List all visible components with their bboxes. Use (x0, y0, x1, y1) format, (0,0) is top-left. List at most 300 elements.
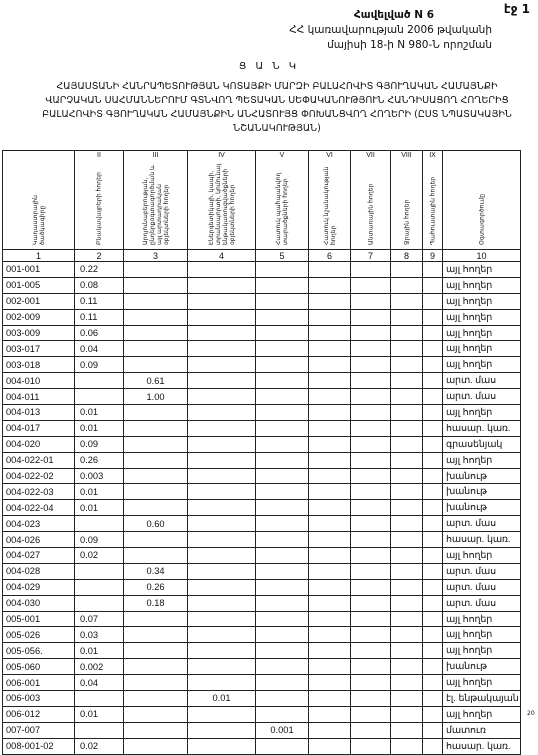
cadastral-code-cell: 003-018 (3, 357, 75, 373)
industrial-area-cell (124, 675, 188, 691)
protected-area-cell (256, 468, 309, 484)
column-number: 2 (75, 250, 124, 262)
reserve-area-cell (423, 532, 443, 548)
table-row (3, 484, 521, 500)
forest-area-cell (351, 389, 391, 405)
infrastructure-area-cell (188, 595, 256, 611)
reserve-area-cell (423, 309, 443, 325)
water-area-cell (391, 309, 423, 325)
usage-cell: արտ. մաս (443, 373, 521, 389)
water-area-cell (391, 595, 423, 611)
water-area-cell (391, 675, 423, 691)
header-forest-lands: VII Անտառային հողեր (351, 151, 391, 250)
special-area-cell (309, 579, 351, 595)
usage-cell: խանութ (443, 484, 521, 500)
water-area-cell (391, 293, 423, 309)
table-row (3, 548, 521, 564)
special-area-cell (309, 595, 351, 611)
industrial-area-cell (124, 405, 188, 421)
cadastral-code-cell: 004-026 (3, 532, 75, 548)
special-area-cell (309, 627, 351, 643)
usage-cell: խանութ (443, 659, 521, 675)
usage-cell: այլ հողեր (443, 309, 521, 325)
settlement-area-cell: 0.02 (75, 738, 124, 754)
industrial-area-cell (124, 436, 188, 452)
protected-area-cell (256, 420, 309, 436)
water-area-cell (391, 627, 423, 643)
table-row (3, 262, 521, 278)
column-number: 3 (124, 250, 188, 262)
industrial-area-cell: 0.60 (124, 516, 188, 532)
special-area-cell (309, 691, 351, 707)
reserve-area-cell (423, 579, 443, 595)
infrastructure-area-cell (188, 373, 256, 389)
cadastral-code-cell: 006-012 (3, 706, 75, 722)
industrial-area-cell: 0.18 (124, 595, 188, 611)
table-row (3, 627, 521, 643)
settlement-area-cell (75, 563, 124, 579)
forest-area-cell (351, 548, 391, 564)
protected-area-cell (256, 516, 309, 532)
industrial-area-cell (124, 532, 188, 548)
usage-cell: այլ հողեր (443, 325, 521, 341)
industrial-area-cell (124, 722, 188, 738)
forest-area-cell (351, 420, 391, 436)
table-row (3, 595, 521, 611)
industrial-area-cell (124, 262, 188, 278)
industrial-area-cell (124, 452, 188, 468)
infrastructure-area-cell (188, 452, 256, 468)
protected-area-cell (256, 357, 309, 373)
special-area-cell (309, 262, 351, 278)
header-protected-lands: V Հատուկ պահպանվող տարածքների հողեր (256, 151, 309, 250)
column-number: 4 (188, 250, 256, 262)
cadastral-code-cell: 006-001 (3, 675, 75, 691)
special-area-cell (309, 643, 351, 659)
water-area-cell (391, 468, 423, 484)
protected-area-cell (256, 389, 309, 405)
cadastral-code-cell: 003-009 (3, 325, 75, 341)
forest-area-cell (351, 595, 391, 611)
table-row (3, 516, 521, 532)
reserve-area-cell (423, 500, 443, 516)
usage-cell: այլ հողեր (443, 357, 521, 373)
infrastructure-area-cell (188, 357, 256, 373)
table-row (3, 643, 521, 659)
column-number: 9 (423, 250, 443, 262)
header-row (3, 151, 521, 250)
protected-area-cell (256, 611, 309, 627)
reserve-area-cell (423, 659, 443, 675)
cadastral-code-cell: 004-011 (3, 389, 75, 405)
water-area-cell (391, 691, 423, 707)
usage-cell: այլ հողեր (443, 643, 521, 659)
forest-area-cell (351, 277, 391, 293)
usage-cell: արտ. մաս (443, 579, 521, 595)
infrastructure-area-cell (188, 309, 256, 325)
protected-area-cell (256, 532, 309, 548)
infrastructure-area-cell (188, 579, 256, 595)
water-area-cell (391, 341, 423, 357)
usage-cell: էլ. ենթակայան (443, 691, 521, 707)
usage-cell: գրասենյակ (443, 436, 521, 452)
forest-area-cell (351, 309, 391, 325)
forest-area-cell (351, 563, 391, 579)
industrial-area-cell (124, 484, 188, 500)
cadastral-code-cell: 004-029 (3, 579, 75, 595)
forest-area-cell (351, 611, 391, 627)
protected-area-cell (256, 262, 309, 278)
forest-area-cell (351, 627, 391, 643)
special-area-cell (309, 675, 351, 691)
infrastructure-area-cell (188, 548, 256, 564)
table-row (3, 357, 521, 373)
infrastructure-area-cell (188, 611, 256, 627)
water-area-cell (391, 563, 423, 579)
reserve-area-cell (423, 341, 443, 357)
table-row (3, 563, 521, 579)
industrial-area-cell (124, 706, 188, 722)
cadastral-code-cell: 004-017 (3, 420, 75, 436)
protected-area-cell (256, 706, 309, 722)
reserve-area-cell (423, 627, 443, 643)
special-area-cell (309, 738, 351, 754)
table-row (3, 452, 521, 468)
reserve-area-cell (423, 389, 443, 405)
industrial-area-cell (124, 293, 188, 309)
water-area-cell (391, 452, 423, 468)
header-cadastral-code: Կադաստրային ծածկագիրը (3, 151, 75, 250)
usage-cell: արտ. մաս (443, 563, 521, 579)
usage-cell: արտ. մաս (443, 389, 521, 405)
protected-area-cell (256, 563, 309, 579)
usage-cell: այլ հողեր (443, 452, 521, 468)
water-area-cell (391, 500, 423, 516)
infrastructure-area-cell (188, 277, 256, 293)
column-number: 7 (351, 250, 391, 262)
settlement-area-cell: 0.08 (75, 277, 124, 293)
reserve-area-cell (423, 373, 443, 389)
cadastral-code-cell: 006-003 (3, 691, 75, 707)
forest-area-cell (351, 341, 391, 357)
annex-government-line: ՀՀ կառավարության 2006 թվականի (289, 24, 492, 36)
special-area-cell (309, 548, 351, 564)
settlement-area-cell: 0.09 (75, 436, 124, 452)
cadastral-code-cell: 007-007 (3, 722, 75, 738)
usage-cell: հասար. կառ. (443, 420, 521, 436)
infrastructure-area-cell (188, 563, 256, 579)
cadastral-code-cell: 005-026 (3, 627, 75, 643)
table-row (3, 706, 521, 722)
special-area-cell (309, 722, 351, 738)
table-row (3, 500, 521, 516)
annex-decision-line: մայիսի 18-ի N 980-Ն որոշման (327, 39, 492, 51)
reserve-area-cell (423, 738, 443, 754)
usage-cell: այլ հողեր (443, 548, 521, 564)
settlement-area-cell: 0.01 (75, 405, 124, 421)
forest-area-cell (351, 373, 391, 389)
water-area-cell (391, 436, 423, 452)
annex-title: Հավելված N 6 (353, 9, 434, 21)
cadastral-code-cell: 004-010 (3, 373, 75, 389)
table-row (3, 675, 521, 691)
special-area-cell (309, 357, 351, 373)
forest-area-cell (351, 691, 391, 707)
cadastral-code-cell: 004-022-04 (3, 500, 75, 516)
reserve-area-cell (423, 563, 443, 579)
table-row (3, 325, 521, 341)
settlement-area-cell (75, 516, 124, 532)
special-area-cell (309, 420, 351, 436)
cadastral-code-cell: 005-060 (3, 659, 75, 675)
special-area-cell (309, 341, 351, 357)
special-area-cell (309, 373, 351, 389)
special-area-cell (309, 452, 351, 468)
infrastructure-area-cell (188, 643, 256, 659)
reserve-area-cell (423, 325, 443, 341)
forest-area-cell (351, 436, 391, 452)
special-area-cell (309, 659, 351, 675)
reserve-area-cell (423, 643, 443, 659)
protected-area-cell (256, 659, 309, 675)
header-usage: Օգտագործումը (443, 151, 521, 250)
protected-area-cell (256, 627, 309, 643)
column-number: 10 (443, 250, 521, 262)
industrial-area-cell (124, 341, 188, 357)
special-area-cell (309, 611, 351, 627)
protected-area-cell (256, 548, 309, 564)
forest-area-cell (351, 532, 391, 548)
usage-cell: այլ հողեր (443, 706, 521, 722)
industrial-area-cell (124, 738, 188, 754)
forest-area-cell (351, 452, 391, 468)
industrial-area-cell: 0.61 (124, 373, 188, 389)
industrial-area-cell: 0.34 (124, 563, 188, 579)
protected-area-cell (256, 405, 309, 421)
water-area-cell (391, 548, 423, 564)
column-number: 6 (309, 250, 351, 262)
header-special-lands: VI Հատուկ նշանակության հողեր (309, 151, 351, 250)
water-area-cell (391, 420, 423, 436)
cadastral-code-cell: 008-001-02 (3, 738, 75, 754)
header-industrial-lands: III Արդյունաբերության, ընդերքօգտագործման և այլ արտադրական օբյեկտների հողեր (124, 151, 188, 250)
forest-area-cell (351, 579, 391, 595)
infrastructure-area-cell (188, 627, 256, 643)
list-title: Ց Ա Ն Կ (238, 61, 300, 72)
reserve-area-cell (423, 706, 443, 722)
settlement-area-cell: 0.02 (75, 548, 124, 564)
water-area-cell (391, 405, 423, 421)
settlement-area-cell: 0.11 (75, 293, 124, 309)
land-table (2, 150, 521, 755)
special-area-cell (309, 309, 351, 325)
cadastral-code-cell: 004-028 (3, 563, 75, 579)
water-area-cell (391, 389, 423, 405)
industrial-area-cell (124, 691, 188, 707)
settlement-area-cell: 0.09 (75, 357, 124, 373)
industrial-area-cell: 1.00 (124, 389, 188, 405)
industrial-area-cell (124, 325, 188, 341)
industrial-area-cell (124, 643, 188, 659)
special-area-cell (309, 325, 351, 341)
usage-cell: արտ. մաս (443, 516, 521, 532)
forest-area-cell (351, 500, 391, 516)
forest-area-cell (351, 706, 391, 722)
special-area-cell (309, 277, 351, 293)
header-water-lands: VIII Ջրային հողեր (391, 151, 423, 250)
infrastructure-area-cell (188, 325, 256, 341)
usage-cell: հասար. կառ. (443, 738, 521, 754)
usage-cell: արտ. մաս (443, 595, 521, 611)
industrial-area-cell (124, 548, 188, 564)
settlement-area-cell: 0.26 (75, 452, 124, 468)
header-infrastructure-lands: IV Էներգետիկայի, կապի, տրանսպորտի, կոմունալ ենթակառուցվածքների օբյեկտների հողեր (188, 151, 256, 250)
forest-area-cell (351, 675, 391, 691)
forest-area-cell (351, 516, 391, 532)
water-area-cell (391, 611, 423, 627)
water-area-cell (391, 722, 423, 738)
cadastral-code-cell: 004-022-03 (3, 484, 75, 500)
infrastructure-area-cell (188, 262, 256, 278)
settlement-area-cell: 0.01 (75, 420, 124, 436)
settlement-area-cell: 0.06 (75, 325, 124, 341)
reserve-area-cell (423, 405, 443, 421)
reserve-area-cell (423, 516, 443, 532)
usage-cell: այլ հողեր (443, 405, 521, 421)
special-area-cell (309, 468, 351, 484)
reserve-area-cell (423, 675, 443, 691)
infrastructure-area-cell (188, 659, 256, 675)
forest-area-cell (351, 738, 391, 754)
table-row (3, 468, 521, 484)
reserve-area-cell (423, 452, 443, 468)
settlement-area-cell (75, 389, 124, 405)
water-area-cell (391, 738, 423, 754)
usage-cell: այլ հողեր (443, 341, 521, 357)
usage-cell: այլ հողեր (443, 293, 521, 309)
infrastructure-area-cell (188, 436, 256, 452)
cadastral-code-cell: 002-009 (3, 309, 75, 325)
infrastructure-area-cell (188, 738, 256, 754)
water-area-cell (391, 357, 423, 373)
reserve-area-cell (423, 436, 443, 452)
header-settlement-lands: II Բնակավայրերի հողեր (75, 151, 124, 250)
table-row (3, 611, 521, 627)
settlement-area-cell: 0.01 (75, 484, 124, 500)
table-row (3, 277, 521, 293)
reserve-area-cell (423, 357, 443, 373)
settlement-area-cell (75, 595, 124, 611)
settlement-area-cell: 0.11 (75, 309, 124, 325)
table-row (3, 420, 521, 436)
settlement-area-cell: 0.003 (75, 468, 124, 484)
protected-area-cell (256, 500, 309, 516)
table-row (3, 436, 521, 452)
table-row (3, 659, 521, 675)
reserve-area-cell (423, 262, 443, 278)
protected-area-cell (256, 595, 309, 611)
settlement-area-cell: 0.09 (75, 532, 124, 548)
usage-cell: այլ հողեր (443, 611, 521, 627)
reserve-area-cell (423, 722, 443, 738)
forest-area-cell (351, 262, 391, 278)
reserve-area-cell (423, 468, 443, 484)
protected-area-cell (256, 691, 309, 707)
water-area-cell (391, 516, 423, 532)
cadastral-code-cell: 004-022-01 (3, 452, 75, 468)
infrastructure-area-cell (188, 675, 256, 691)
settlement-area-cell (75, 579, 124, 595)
table-row (3, 405, 521, 421)
document-heading: ՀԱՅԱՍՏԱՆԻ ՀԱՆՐԱՊԵՏՈՒԹՅԱՆ ԿՈՏԱՅՔԻ ՄԱՐԶԻ ԲԱԼԱՀՈՎԻՏ ԳՅՈՒՂԱԿԱՆ ՀԱՄԱՅՆՔԻ ՎԱՐՉԱԿԱՆ ՍԱՀՄԱՆՆԵՐՈՒՄ ԳՏՆՎՈՂ ՊԵՏԱԿԱՆ ՍԵՓԱԿԱՆՈՒԹՅՈՒՆ ՀԱՆԴԻՍԱՑՈՂ ՀՈՂԵՐԻՑ ԲԱԼԱՀՈՎԻՏ ԳՅՈՒՂԱԿԱՆ ՀԱՄԱՅՆՔԻՆ ԱՆՀԱՏՈՒՅՑ ՓՈԽԱՆՑՎՈՂ ՀՈՂԵՐԻ (ԸՍՏ ՆՊԱՏԱԿԱՅԻՆ ՆՇԱՆԱԿՈՒԹՅԱՆ) (42, 81, 512, 134)
industrial-area-cell (124, 468, 188, 484)
settlement-area-cell (75, 691, 124, 707)
water-area-cell (391, 484, 423, 500)
table-row (3, 341, 521, 357)
water-area-cell (391, 659, 423, 675)
industrial-area-cell (124, 500, 188, 516)
water-area-cell (391, 262, 423, 278)
column-number: 1 (3, 250, 75, 262)
table-body (3, 262, 521, 755)
forest-area-cell (351, 325, 391, 341)
forest-area-cell (351, 659, 391, 675)
table-row (3, 738, 521, 754)
water-area-cell (391, 643, 423, 659)
usage-cell: խանութ (443, 468, 521, 484)
infrastructure-area-cell (188, 500, 256, 516)
infrastructure-area-cell (188, 484, 256, 500)
infrastructure-area-cell (188, 420, 256, 436)
industrial-area-cell (124, 659, 188, 675)
cadastral-code-cell: 003-017 (3, 341, 75, 357)
protected-area-cell (256, 579, 309, 595)
table-row (3, 532, 521, 548)
table-row (3, 389, 521, 405)
cadastral-code-cell: 002-001 (3, 293, 75, 309)
settlement-area-cell: 0.03 (75, 627, 124, 643)
reserve-area-cell (423, 484, 443, 500)
cadastral-code-cell: 004-027 (3, 548, 75, 564)
infrastructure-area-cell (188, 706, 256, 722)
settlement-area-cell (75, 722, 124, 738)
protected-area-cell (256, 341, 309, 357)
usage-cell: այլ հողեր (443, 627, 521, 643)
forest-area-cell (351, 484, 391, 500)
settlement-area-cell: 0.22 (75, 262, 124, 278)
water-area-cell (391, 277, 423, 293)
industrial-area-cell (124, 309, 188, 325)
special-area-cell (309, 500, 351, 516)
reserve-area-cell (423, 611, 443, 627)
usage-cell: մատուռ (443, 722, 521, 738)
cadastral-code-cell: 004-023 (3, 516, 75, 532)
infrastructure-area-cell (188, 532, 256, 548)
reserve-area-cell (423, 277, 443, 293)
cadastral-code-cell: 004-022-02 (3, 468, 75, 484)
settlement-area-cell (75, 373, 124, 389)
reserve-area-cell (423, 691, 443, 707)
table-row (3, 691, 521, 707)
settlement-area-cell: 0.01 (75, 643, 124, 659)
industrial-area-cell: 0.26 (124, 579, 188, 595)
infrastructure-area-cell (188, 405, 256, 421)
column-number: 8 (391, 250, 423, 262)
special-area-cell (309, 706, 351, 722)
usage-cell: հասար. կառ. (443, 532, 521, 548)
reserve-area-cell (423, 293, 443, 309)
reserve-area-cell (423, 420, 443, 436)
